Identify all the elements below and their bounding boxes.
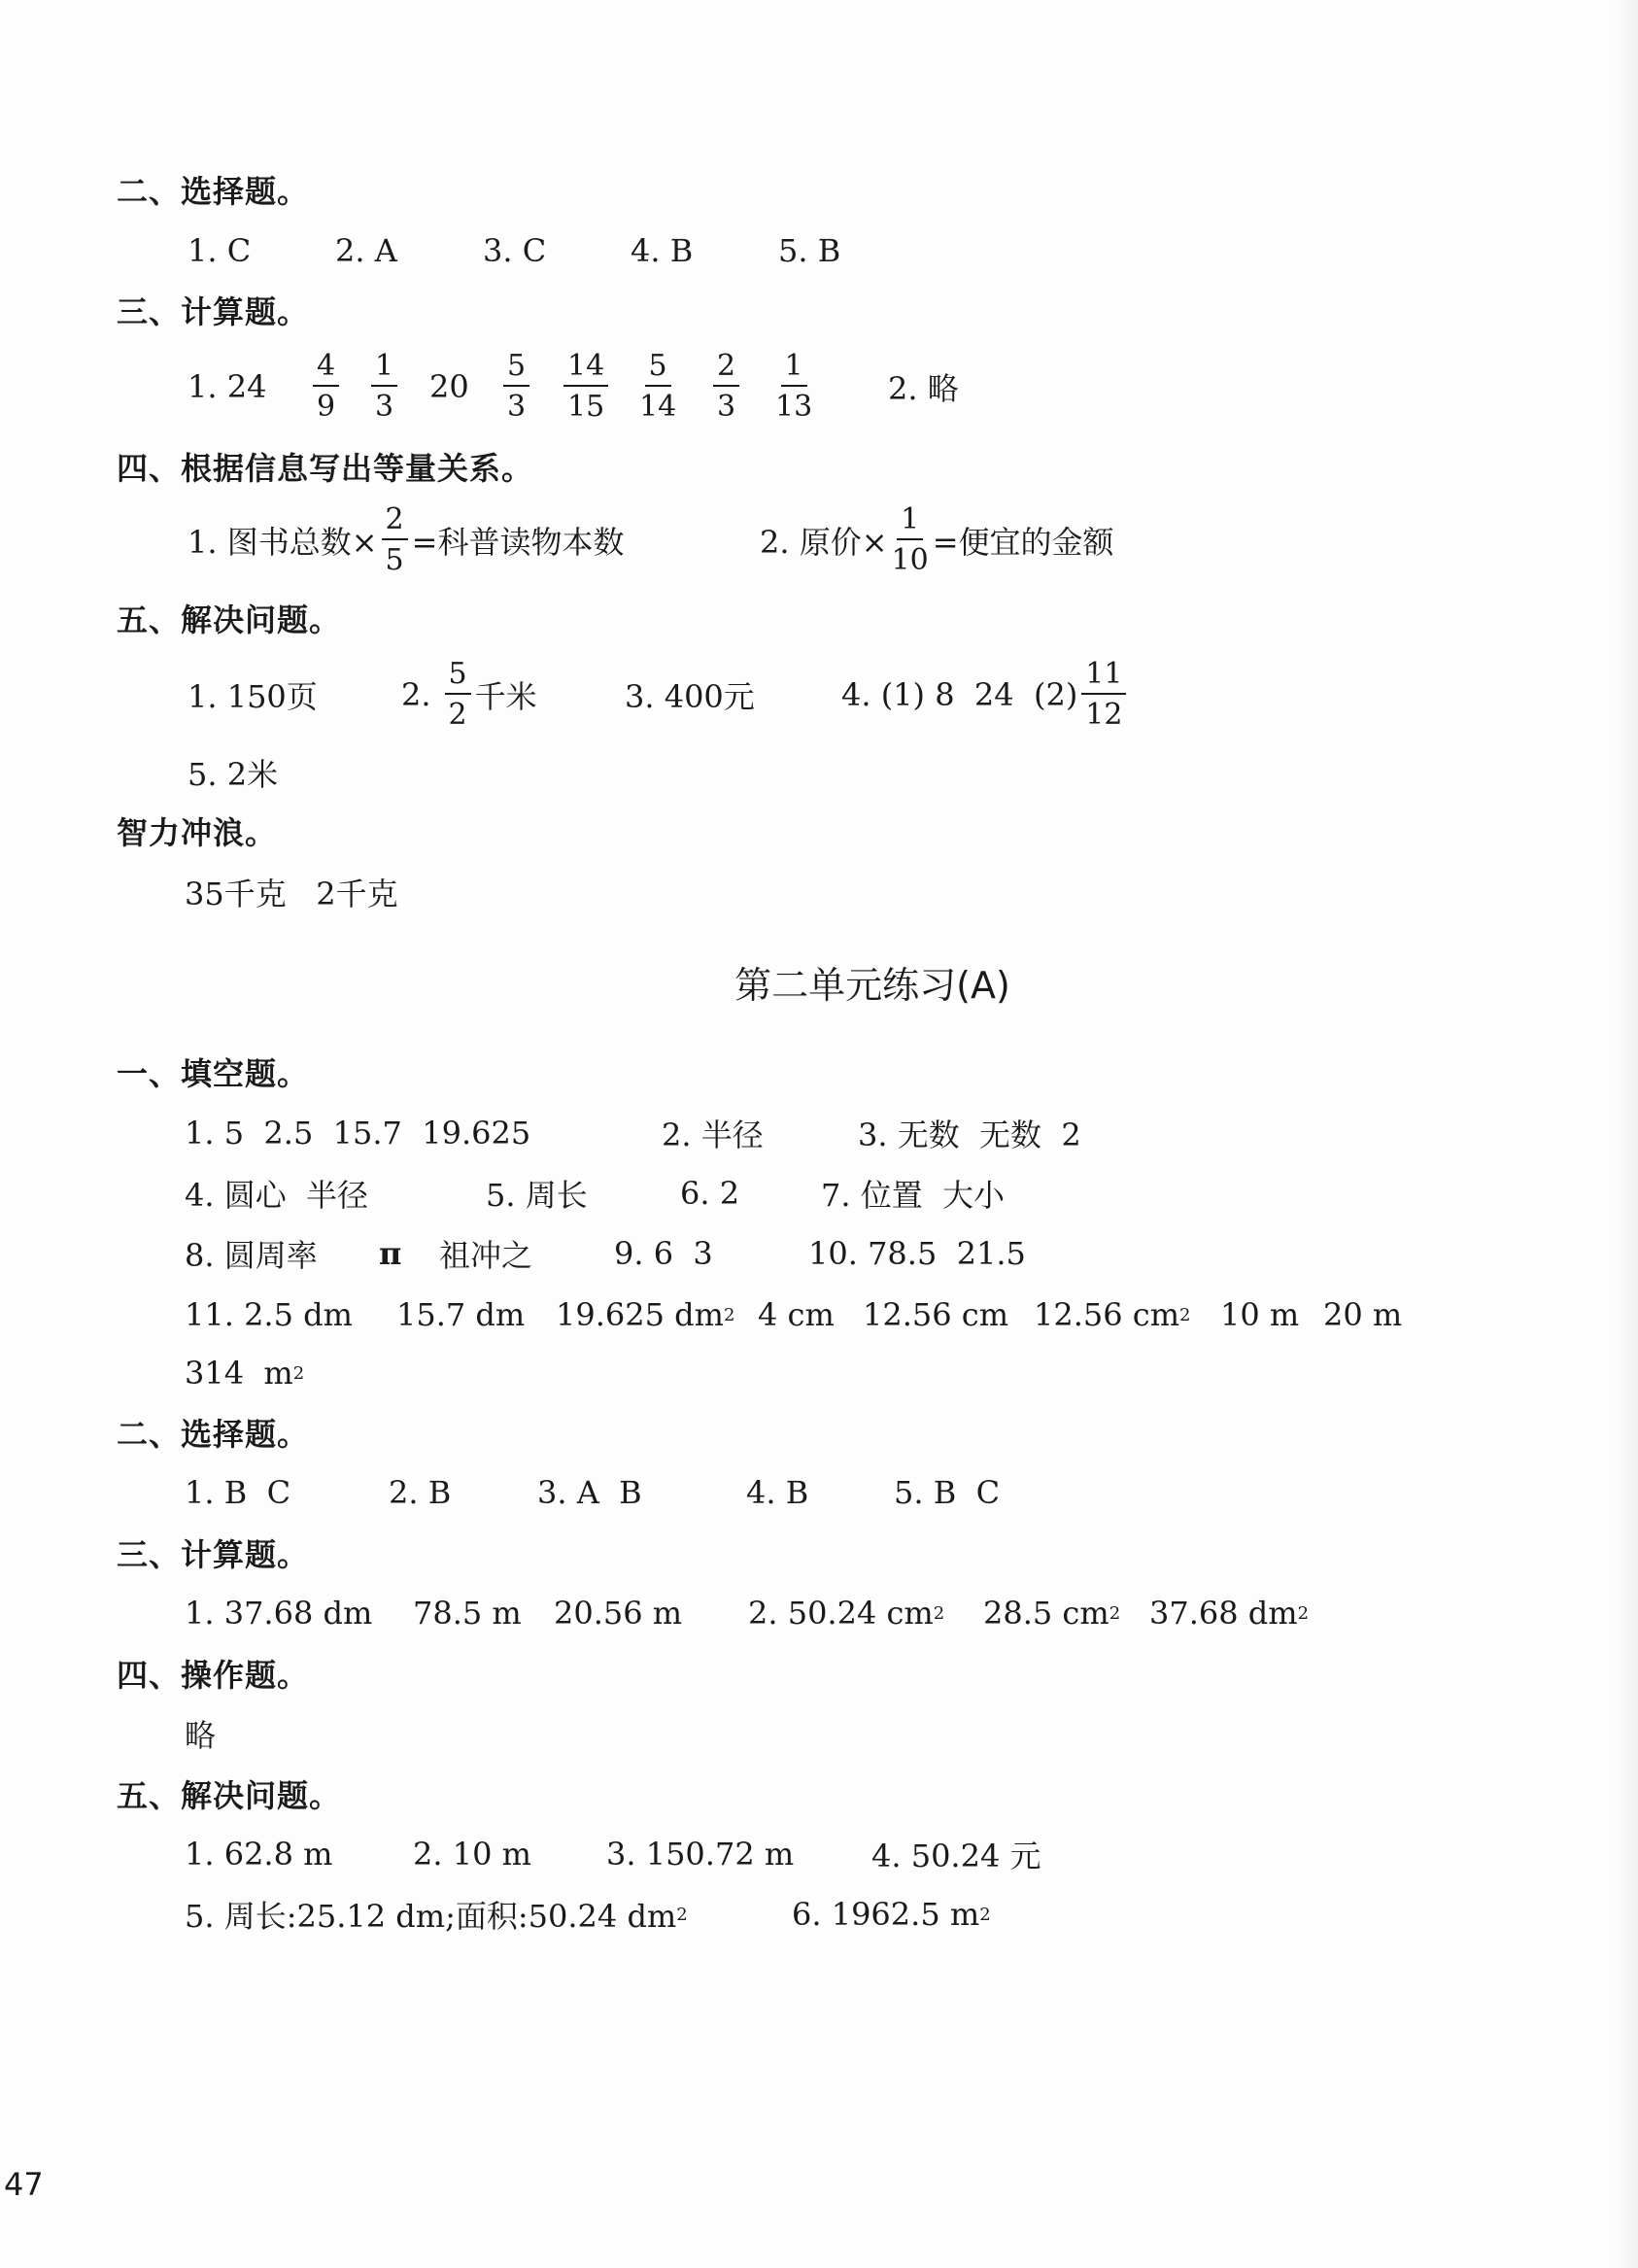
answer-item: 2. 10 m (413, 1836, 531, 1873)
answer-item: 2. 50.24 cm 2 (748, 1595, 945, 1632)
answer-item: 4 cm (758, 1296, 835, 1333)
pi-symbol: π (379, 1235, 402, 1272)
unit-title: 第二单元练习(A) (734, 963, 1010, 1007)
fill-answers-row-4 (0, 1286, 1638, 1344)
fill-answers-row-2 (0, 1164, 1638, 1222)
fraction: $\frac{11}{12}$ (1081, 660, 1126, 730)
page-number: 47 (4, 2166, 44, 2203)
answer-item: 78.5 m (413, 1595, 522, 1632)
answer-item: 5. B (778, 232, 841, 269)
section-heading-calc-2: 三、计算题。 (117, 1536, 310, 1573)
answer-item: 4. B (746, 1474, 809, 1511)
section-heading-solve-2: 五、解决问题。 (117, 1777, 342, 1814)
fraction: $\frac{5}{2}$ (445, 660, 471, 730)
section-heading-choice: 二、选择题。 (117, 173, 310, 210)
section-heading-fill: 一、填空题。 (117, 1055, 310, 1092)
fraction: $\frac{5}{14}$ (639, 349, 677, 424)
fraction: $\frac{14}{15}$ (560, 343, 612, 430)
answer-item: 28.5 cm 2 (983, 1595, 1121, 1632)
fraction: $\frac{1}{3}$ (367, 343, 401, 430)
section-heading-relation: 四、根据信息写出等量关系。 (117, 450, 534, 487)
section-heading-choice-2: 二、选择题。 (117, 1416, 310, 1453)
section-heading-solve: 五、解决问题。 (117, 601, 342, 638)
answer-item: 2. 略 (888, 370, 959, 407)
relation-answer-2: 2. 原价× $\frac{1}{10}$ =便宜的金额 (760, 502, 1114, 577)
answer-item: 5. B C (894, 1474, 1001, 1511)
bonus-answer: 35千克 2千克 (185, 876, 398, 912)
answer-item: 10 m (1220, 1296, 1300, 1333)
choice-answers-row-2 (0, 1463, 1638, 1522)
answer-item: 3. 400元 (625, 678, 755, 715)
answer-item: 12.56 cm 2 (1034, 1296, 1191, 1333)
fraction: $\frac{1}{13}$ (775, 349, 813, 424)
answer-item: 1. C (188, 232, 252, 269)
fraction: $\frac{1}{10}$ (891, 502, 929, 577)
fraction: $\frac{4}{9}$ (309, 343, 343, 430)
solve-answer-5: 5. 2米 (188, 756, 279, 793)
relation-answer-1: 1. 图书总数× $\frac{2}{5}$ =科普读物本数 (188, 502, 625, 577)
answer-item: 1. 37.68 dm (185, 1595, 373, 1632)
answer-item: 4. 50.24 元 (871, 1838, 1041, 1874)
solve-answers-row-2 (0, 1825, 1638, 1883)
answer-item: 15.7 dm (396, 1296, 526, 1333)
section-heading-calc: 三、计算题。 (117, 293, 310, 330)
answer-item: 5. 周长:25.12 dm;面积:50.24 dm 2 (185, 1898, 688, 1935)
answer-item: 祖冲之 (439, 1237, 533, 1274)
calc-answers-row-2 (0, 1584, 1638, 1642)
answer-item: 6. 2 (680, 1175, 740, 1212)
answer-item: 2. $\frac{5}{2}$ 千米 (401, 657, 537, 732)
answer-item: 20 (429, 368, 469, 405)
answer-item: 9. 6 3 (614, 1235, 713, 1272)
fraction: $\frac{5}{3}$ (499, 343, 533, 430)
answer-item: 1. 150页 (188, 678, 318, 715)
answer-item: 1. 62.8 m (185, 1836, 333, 1873)
operate-answer: 略 (185, 1717, 217, 1754)
answer-item: 3. A B (537, 1474, 642, 1511)
answer-item: 4. 圆心 半径 (185, 1177, 369, 1214)
answer-item: 3. 150.72 m (606, 1836, 795, 1873)
answer-item: 12.56 cm (863, 1296, 1009, 1333)
answer-item: 6. 1962.5 m 2 (792, 1896, 991, 1933)
fill-answers-row-1 (0, 1104, 1638, 1162)
solve-answers-row (0, 651, 1638, 739)
fraction: $\frac{2}{5}$ (382, 505, 408, 575)
answer-item: 20 m (1323, 1296, 1403, 1333)
answer-item: 2. 半径 (662, 1117, 764, 1153)
calc-answers-row (0, 343, 1638, 430)
section-heading-bonus: 智力冲浪。 (117, 814, 278, 851)
fraction: $\frac{2}{3}$ (709, 343, 743, 430)
answer-item: 37.68 dm 2 (1149, 1595, 1310, 1632)
choice-answers-row (0, 222, 1638, 280)
answer-item: 4. (1) 8 24 (2) $\frac{11}{12}$ (841, 651, 1130, 739)
answer-item: 4. B (631, 232, 694, 269)
answer-item: 1. 5 2.5 15.7 19.625 (185, 1115, 531, 1151)
answer-item: 1. 24 (188, 368, 267, 405)
section-heading-operate: 四、操作题。 (117, 1657, 310, 1694)
answer-item: 7. 位置 大小 (821, 1177, 1006, 1214)
fill-answers-row-3 (0, 1224, 1638, 1283)
answer-item: 10. 78.5 21.5 (808, 1235, 1026, 1272)
answer-item: 3. 无数 无数 2 (858, 1117, 1081, 1153)
answer-item: 19.625 dm 2 (556, 1296, 735, 1333)
answer-item: 3. C (483, 232, 547, 269)
fill-answer-continued: 314 m 2 (185, 1355, 305, 1392)
answer-item: 20.56 m (554, 1595, 683, 1632)
answer-item: 5. 周长 (486, 1177, 588, 1214)
answer-item: 8. 圆周率 (185, 1237, 318, 1274)
answer-item: 1. B C (185, 1474, 291, 1511)
solve-answers-row-3 (0, 1885, 1638, 1943)
answer-item: 2. A (335, 232, 397, 269)
answer-item: 2. B (389, 1474, 452, 1511)
answer-item: 11. 2.5 dm (185, 1296, 353, 1333)
